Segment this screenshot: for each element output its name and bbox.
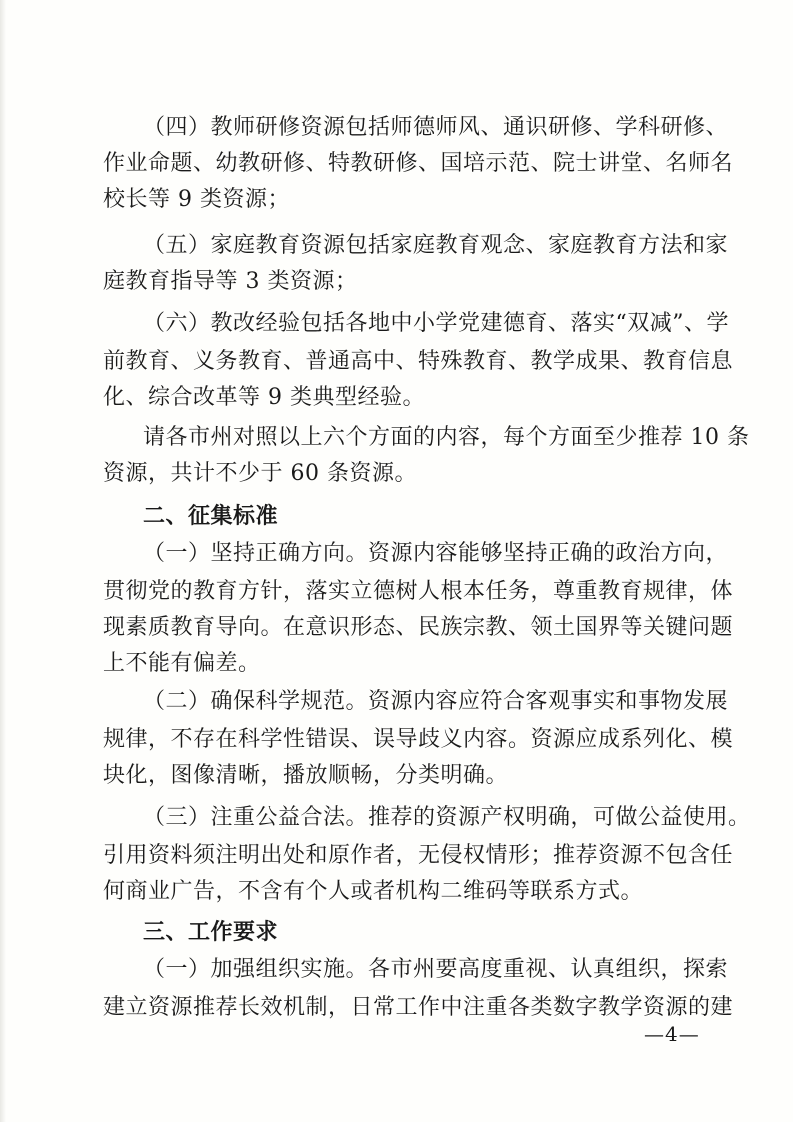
paragraph-line: 资源，共计不少于 60 条资源。 (103, 461, 417, 486)
paragraph-line: （一）加强组织实施。各市州要高度重视、认真组织，探索 (143, 957, 729, 982)
section-heading: 二、征集标准 (143, 503, 279, 529)
section-heading: 三、工作要求 (143, 919, 279, 945)
paragraph-line: 化、综合改革等 9 类典型经验。 (103, 385, 425, 410)
paragraph-line: （三）注重公益合法。推荐的资源产权明确，可做公益使用。 (143, 805, 751, 830)
paragraph-line: （四）教师研修资源包括师德师风、通识研修、学科研修、 (143, 115, 729, 140)
paragraph-line: 何商业广告，不含有个人或者机构二维码等联系方式。 (103, 879, 644, 904)
paragraph-line: 上不能有偏差。 (103, 651, 261, 676)
paragraph-line: 块化，图像清晰，播放顺畅，分类明确。 (103, 763, 509, 788)
paragraph-line: 请各市州对照以上六个方面的内容，每个方面至少推荐 10 条 (143, 425, 750, 450)
paragraph-line: 建立资源推荐长效机制，日常工作中注重各类数字教学资源的建 (103, 995, 734, 1020)
paragraph-line: 作业命题、幼教研修、特教研修、国培示范、院士讲堂、名师名 (103, 151, 734, 176)
paragraph-line: （一）坚持正确方向。资源内容能够坚持正确的政治方向， (143, 541, 729, 566)
paragraph-line: 校长等 9 类资源； (103, 187, 290, 212)
paragraph-line: 前教育、义务教育、普通高中、特殊教育、教学成果、教育信息 (103, 349, 734, 374)
paragraph-line: 贯彻党的教育方针，落实立德树人根本任务，尊重教育规律，体 (103, 579, 734, 604)
page-number: —4— (644, 1022, 700, 1046)
paragraph-line: 引用资料须注明出处和原作者，无侵权情形；推荐资源不包含任 (103, 843, 734, 868)
paragraph-line: 现素质教育导向。在意识形态、民族宗教、领土国界等关键问题 (103, 615, 734, 640)
paragraph-line: （二）确保科学规范。资源内容应符合客观事实和事物发展 (143, 689, 729, 714)
paragraph-line: 庭教育指导等 3 类资源； (103, 269, 358, 294)
scan-edge (0, 0, 6, 1122)
paragraph-line: （五）家庭教育资源包括家庭教育观念、家庭教育方法和家 (143, 233, 729, 258)
paragraph-line: （六）教改经验包括各地中小学党建德育、落实“双减”、学 (143, 311, 729, 336)
paragraph-line: 规律，不存在科学性错误、误导歧义内容。资源应成系列化、模 (103, 727, 734, 752)
